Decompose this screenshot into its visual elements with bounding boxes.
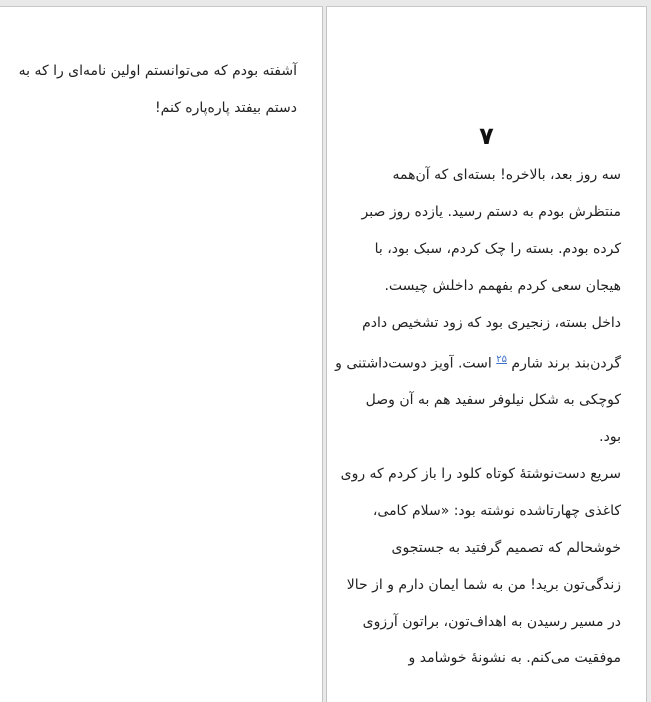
text-line: هیجان سعی کردم بفهمم داخلش چیست.	[384, 277, 621, 294]
text-line: بود.	[599, 429, 621, 445]
left-page	[0, 6, 323, 702]
text-line: کاغذی چهارتاشده نوشته بود: «سلام کامی،	[372, 502, 621, 519]
chapter-number: ۷	[479, 122, 494, 150]
text-line: منتظرش بودم به دستم رسید. یازده روز صبر	[361, 203, 621, 220]
text-line: دستم بیفتد پاره‌پاره کنم!	[155, 99, 297, 116]
text-line: موفقیت می‌کنم. به نشونهٔ خوشامد و	[408, 650, 621, 667]
text-segment: گردن‌بند برند شارم	[511, 355, 621, 372]
text-segment: است. آویز دوست‌داشتنی و	[335, 355, 492, 372]
footnote-link[interactable]: ۲۵	[496, 353, 507, 365]
text-line: سریع دست‌نوشتهٔ کوتاه کلود را باز کردم که روی	[340, 465, 621, 482]
text-line: سه روز بعد، بالاخره! بسته‌ای که آن‌همه	[392, 167, 621, 183]
text-line: زندگی‌تون برید! من به شما ایمان دارم و از حالا	[346, 576, 621, 593]
text-line-with-footnote	[335, 342, 621, 383]
text-line: کرده بودم. بسته را چک کردم، سبک بود، با	[374, 240, 621, 257]
text-line: کوچکی به شکل نیلوفر سفید هم به آن وصل	[365, 392, 621, 409]
text-line: داخل بسته، زنجیری بود که زود تشخیص دادم	[362, 314, 621, 331]
left-page-text	[19, 53, 297, 127]
right-page	[326, 6, 647, 702]
text-line: خوشحالم که تصمیم گرفتید به جستجوی	[391, 539, 621, 556]
text-line: در مسیر رسیدن به اهداف‌تون، براتون آرزوی	[362, 613, 621, 630]
text-line: آشفته بودم که می‌توانستم اولین نامه‌ای را که به	[18, 63, 297, 79]
right-page-text	[335, 157, 621, 677]
